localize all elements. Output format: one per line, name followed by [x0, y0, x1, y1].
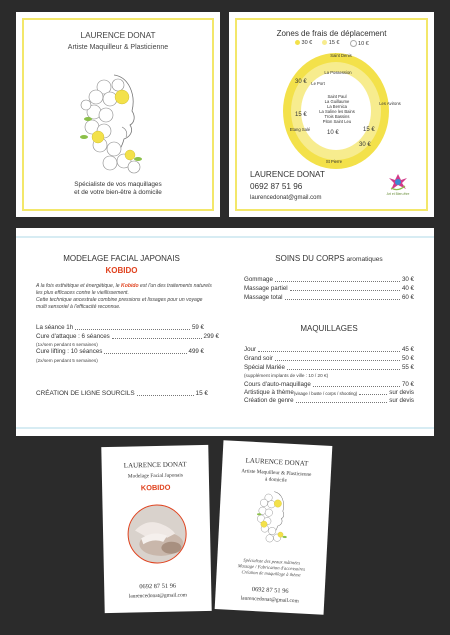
card5-title-2: à domicile — [264, 476, 288, 484]
card2-phone: 0692 87 51 96 — [250, 182, 303, 191]
place-le-port: Le Port — [311, 81, 325, 86]
flower-face-illustration — [250, 486, 301, 550]
decor-line-right — [426, 18, 428, 210]
decor-line-bottom — [16, 427, 434, 429]
card1-tagline-1: Spécialiste de vos maquillages — [74, 181, 162, 188]
card5-title-1: Artiste Maquilleur & Plasticienne — [241, 468, 312, 478]
flower-face-illustration — [74, 67, 164, 182]
card2-email: laurencedonat@gmail.com — [250, 195, 322, 201]
maquillages-section-title: MAQUILLAGES — [300, 324, 358, 333]
kobido-note-2: (2x/sem pendant 5 semaines) — [36, 358, 98, 363]
card5-spec-3: Création de maquillage à thème — [241, 569, 301, 578]
legend-10: 10 € — [350, 40, 369, 47]
decor-line-bottom — [235, 209, 428, 211]
massage-photo — [126, 503, 187, 564]
maq-row-cours: Cours d'auto-maquillage 70 € — [244, 381, 414, 388]
legend-swatch-icon — [295, 40, 300, 45]
card4-name: LAURENCE DONAT — [123, 460, 187, 470]
maq-row-grand-soir: Grand soir 50 € — [244, 355, 414, 362]
kobido-subtitle: KOBIDO — [105, 266, 138, 275]
place-la-possession: La Possession — [324, 70, 352, 75]
soins-row-massage-partiel: Massage partiel 40 € — [244, 285, 414, 292]
zone-price-15-left: 15 € — [295, 112, 307, 118]
card5-name: LAURENCE DONAT — [245, 456, 309, 468]
kobido-card — [101, 445, 211, 613]
place-la-saline: La Saline les Bains — [319, 109, 355, 114]
artiste-card — [215, 440, 333, 614]
place-saint-denis: Saint Denis — [330, 53, 352, 58]
soins-row-gommage: Gommage 30 € — [244, 276, 414, 283]
brand-logo-icon — [387, 172, 409, 192]
card-back-zones — [229, 12, 434, 217]
legend-15: 15 € — [322, 40, 339, 47]
card5-spec-2: Massage / Fabrication d'accessoires — [237, 563, 306, 572]
place-les-avirons: Les Avirons — [379, 101, 401, 106]
card4-email: laurencedonat@gmail.com — [128, 592, 188, 600]
legend-swatch-icon — [350, 40, 357, 47]
legend-30: 30 € — [295, 40, 312, 47]
place-st-pierre: St Pierre — [325, 159, 343, 164]
soins-row-massage-total: Massage total 60 € — [244, 294, 414, 301]
kobido-row-seance: La séance 1h 59 € — [36, 324, 204, 331]
zone-price-15-right: 15 € — [363, 127, 375, 133]
price-list-sheet — [16, 228, 434, 436]
maq-row-jour: Jour 45 € — [244, 346, 414, 353]
place-trois-bassins: Trois Bassins — [324, 114, 350, 119]
card5-email: laurencedonat@gmail.com — [240, 595, 299, 605]
decor-line-left — [235, 18, 237, 210]
legend-swatch-icon — [322, 40, 327, 45]
card1-tagline-2: et de votre bien-être à domicile — [74, 189, 162, 196]
card4-subtitle: Modelage Facial Japonais — [127, 472, 183, 480]
kobido-row-cure-lifting: Cure lifting : 10 séances 499 € — [36, 348, 204, 355]
card5-spec-1: Spécialiste des peaux mâtinées — [243, 557, 301, 566]
decor-line-top — [235, 18, 428, 20]
place-la-guillaume: La Guillaume — [324, 99, 350, 104]
place-la-bernica: La Bernica — [326, 104, 348, 109]
card2-name: LAURENCE DONAT — [250, 170, 325, 179]
card5-phone: 0692 87 51 96 — [251, 585, 289, 595]
brand-logo-text: Art et Bien-être — [386, 192, 410, 196]
zone-price-30-top: 30 € — [295, 79, 307, 85]
soins-section-title: SOINS DU CORPS aromatiques — [275, 254, 383, 263]
zones-title: Zones de frais de déplacement — [276, 29, 387, 38]
sourcils-row: CRÉATION DE LIGNE SOURCILS 15 € — [36, 390, 208, 397]
kobido-intro: A la fois esthétique et énergétique, le Kobido est l'un des traitements naturels les plus efficaces contre le vieillissement. Cette technique ancestrale combine pressions et lissages pour un voyage multi sensoriel à l'efficacité reconnue. — [36, 283, 212, 311]
card1-title: Artiste Maquilleur & Plasticienne — [67, 44, 169, 51]
zones-legend — [295, 40, 369, 47]
kobido-section-title: MODELAGE FACIAL JAPONAIS — [63, 254, 180, 263]
maq-row-artistique: Artistique à thème (visage / buste / corps / shooting) sur devis — [244, 389, 414, 396]
decor-line-top — [22, 18, 214, 20]
kobido-row-cure-attaque: Cure d'attaque : 6 séances 299 € — [36, 333, 219, 340]
place-saint-paul: Saint Paul — [327, 94, 347, 99]
maq-row-creation-genre: Création de genre sur devis — [244, 397, 414, 404]
place-etang-sale: Etang Salé — [289, 127, 311, 132]
zone-price-30-bottom: 30 € — [359, 142, 371, 148]
place-piton-saint-leu: Piton Saint Leu — [322, 119, 352, 124]
decor-line-top — [16, 236, 434, 238]
card1-name: LAURENCE DONAT — [80, 31, 156, 40]
maq-row-speciale-mariee: Spécial Mariée 55 € — [244, 364, 414, 371]
kobido-note-1: (1x/sem pendant 6 semaines) — [36, 342, 98, 347]
zone-price-10: 10 € — [327, 130, 339, 136]
card4-phone: 0692 87 51 96 — [139, 582, 177, 591]
card4-kobido: KOBIDO — [140, 482, 171, 493]
card-front — [16, 12, 220, 217]
maq-note: (supplément implants de ville : 10 / 20 €) — [244, 373, 329, 378]
decor-line-bottom — [22, 209, 214, 211]
